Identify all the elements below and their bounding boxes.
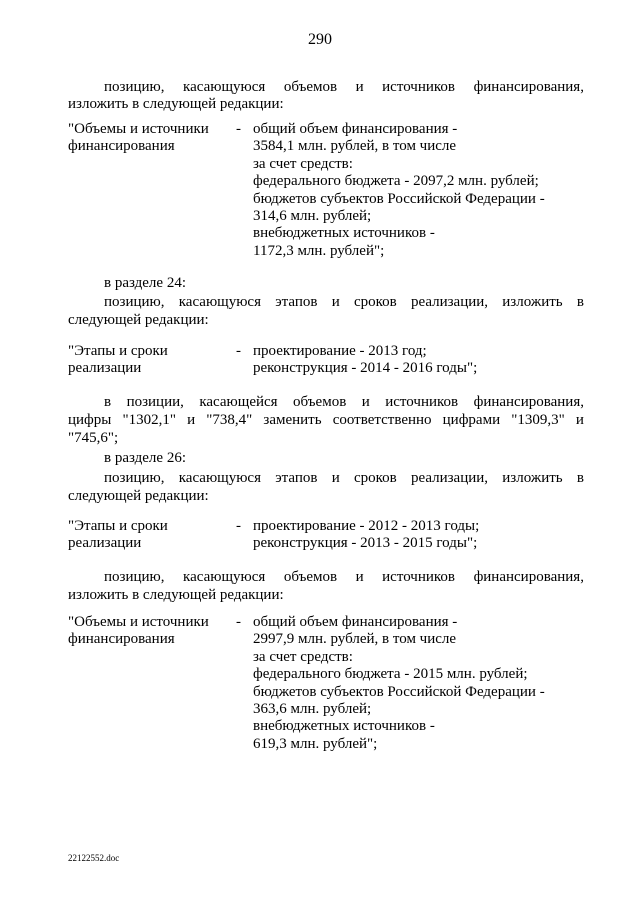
word: и (355, 79, 364, 95)
table-label (68, 121, 228, 156)
table-value-line: внебюджетных источников - (253, 718, 435, 735)
table-value-line: общий объем финансирования - (253, 614, 458, 630)
word: объемов (283, 569, 338, 585)
word: и (187, 412, 196, 428)
table-value-line: внебюджетных источников - (253, 225, 435, 242)
word: сроков (353, 470, 397, 486)
word: источников (382, 79, 456, 95)
word: источников (382, 569, 456, 585)
paragraph-line: изложить в следующей редакции: (68, 587, 284, 603)
word: финансирования, (473, 569, 584, 585)
word: "738,4" (206, 412, 253, 428)
table-value (253, 518, 583, 553)
word: и (355, 569, 364, 585)
word: позицию, (104, 470, 165, 486)
word: реализации, (410, 294, 489, 310)
table-value-line: реконструкция - 2013 - 2015 годы"; (253, 535, 478, 552)
word: позицию, (104, 79, 165, 95)
table-value (253, 614, 583, 753)
word: этапов (275, 470, 318, 486)
file-name-footer: 22122552.doc (68, 853, 120, 863)
table-value-line: 363,6 млн. рублей; (253, 701, 372, 718)
word: цифрами (442, 412, 501, 428)
section-heading: в разделе 26: (104, 450, 186, 466)
word: в (576, 294, 584, 310)
table-value-line: бюджетов субъектов Российской Федерации - (253, 683, 545, 700)
paragraph-line-justified (104, 79, 584, 96)
word: изложить (502, 470, 563, 486)
word: соответственно (332, 412, 432, 428)
paragraph-line-justified (68, 412, 584, 429)
section-heading: в разделе 24: (104, 275, 186, 291)
word: финансирования, (473, 79, 584, 95)
table-value-line: за счет средств: (253, 155, 353, 172)
word: объемов (283, 79, 338, 95)
table-value-line: 3584,1 млн. рублей, в том числе (253, 138, 457, 155)
word: позиции, (126, 394, 184, 410)
table-dash: - (236, 518, 241, 534)
word: "1302,1" (122, 412, 176, 428)
paragraph-line-justified (104, 394, 584, 411)
word: касающуюся (183, 79, 266, 95)
table-label-line: "Объемы и источники (68, 121, 209, 137)
table-value-line: 1172,3 млн. рублей"; (253, 242, 385, 259)
paragraph-line: следующей редакции: (68, 312, 209, 328)
table-label (68, 518, 228, 553)
table-label-line: "Объемы и источники (68, 614, 209, 630)
word: этапов (275, 294, 318, 310)
word: заменить (263, 412, 322, 428)
table-label (68, 343, 228, 378)
table-value-line: проектирование - 2013 год; (253, 343, 427, 359)
table-label-line: финансирования (68, 631, 175, 648)
word: касающуюся (178, 470, 261, 486)
table-label (68, 614, 228, 649)
table-label-line: реализации (68, 360, 142, 377)
table-value-line: проектирование - 2012 - 2013 годы; (253, 518, 480, 534)
word: "1309,3" (511, 412, 565, 428)
table-value-line: реконструкция - 2014 - 2016 годы"; (253, 360, 478, 377)
word: и (575, 412, 584, 428)
word: источников (385, 394, 459, 410)
table-value-line: общий объем финансирования - (253, 121, 458, 137)
word: касающейся (199, 394, 278, 410)
paragraph-line: следующей редакции: (68, 488, 209, 504)
paragraph-line-justified (104, 470, 584, 487)
word: позицию, (104, 294, 165, 310)
table-value (253, 121, 583, 260)
paragraph-line-justified (104, 294, 584, 311)
table-label-line: финансирования (68, 138, 175, 155)
word: и (331, 294, 340, 310)
table-value-line: федерального бюджета - 2015 млн. рублей; (253, 666, 528, 683)
word: в (104, 394, 112, 410)
paragraph-line-justified (104, 569, 584, 586)
table-value-line: федерального бюджета - 2097,2 млн. рублей; (253, 173, 539, 190)
table-value (253, 343, 583, 378)
table-label-line: "Этапы и сроки (68, 343, 168, 359)
word: реализации, (410, 470, 489, 486)
word: финансирования, (473, 394, 584, 410)
table-dash: - (236, 121, 241, 137)
page-number: 290 (308, 31, 332, 48)
table-label-line: "Этапы и сроки (68, 518, 168, 534)
word: и (361, 394, 370, 410)
table-value-line: 619,3 млн. рублей"; (253, 735, 378, 752)
table-value-line: бюджетов субъектов Российской Федерации - (253, 190, 545, 207)
paragraph-line: "745,6"; (68, 430, 119, 446)
word: касающуюся (178, 294, 261, 310)
word: касающуюся (183, 569, 266, 585)
word: цифры (68, 412, 112, 428)
table-dash: - (236, 614, 241, 630)
table-dash: - (236, 343, 241, 359)
word: сроков (353, 294, 397, 310)
paragraph-line: изложить в следующей редакции: (68, 96, 284, 112)
table-value-line: 2997,9 млн. рублей, в том числе (253, 631, 457, 648)
table-value-line: за счет средств: (253, 648, 353, 665)
word: изложить (502, 294, 563, 310)
word: позицию, (104, 569, 165, 585)
table-value-line: 314,6 млн. рублей; (253, 208, 372, 225)
table-label-line: реализации (68, 535, 142, 552)
word: в (576, 470, 584, 486)
word: объемов (293, 394, 347, 410)
word: и (331, 470, 340, 486)
